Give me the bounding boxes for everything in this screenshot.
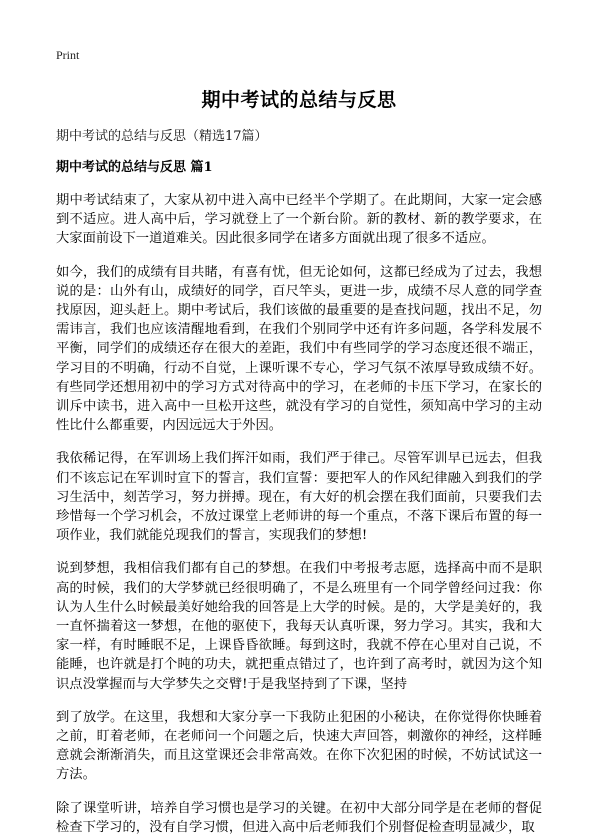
paragraph: 如今，我们的成绩有目共睹，有喜有忧，但无论如何，这都已经成为了过去，我想说的是：山外有山，成绩好的同学，百尺竿头，更进一步，成绩不尽人意的同学查找原因，迎头赶上。期中考试后，我们该做的最重要的是查找问题，找出不足，勿需讳言，我们也应该清醒地看到，在我们个别同学中还有许多问题，各学科发展不平衡，同学们的成绩还存在很大的差距，我们中有些同学的学习态度还很不端正，学习目的不明确，行动不自觉，上课听课不专心，学习气氛不浓厚导致成绩不好。有些同学还想用初中的学习方式对待高中的学习，在老师的卡压下学习，在家长的训斥中读书，进入高中一旦松开这些，就没有学习的自觉性，须知高中学习的主动性比什么都重要，内因远远大于外因。 (56, 264, 542, 434)
paragraph: 期中考试结束了，大家从初中进入高中已经半个学期了。在此期间，大家一定会感到不适应。进人高中后，学习就登上了一个新台阶。新的教材、新的教学要求，在大家面前设下一道道难关。因此很多同学在诸多方面就出现了很多不适应。 (56, 193, 542, 247)
print-label: Print (56, 48, 80, 62)
paragraph: 我依稀记得，在军训场上我们挥汗如雨，我们严于律己。尽管军训早已远去，但我们不该忘记在军训时宣下的誓言，我们宣誓：要把军人的作风纪律融入到我们的学习生活中，刻苦学习，努力拼搏。现在，有大好的机会摆在我们面前，只要我们去珍惜每一个学习机会，不放过课堂上老师讲的每一个重点，不落下课后布置的每一项作业，我们就能兑现我们的誓言，实现我们的梦想! (56, 451, 542, 544)
page-title: 期中考试的总结与反思 (201, 89, 397, 111)
paragraph: 除了课堂听讲，培养自学习惯也是学习的关键。在初中大部分同学是在老师的督促检查下学习的，没有自学习惯，但进入高中后老师我们个别督促检查明显减少，取 (56, 800, 542, 835)
paragraph: 说到梦想，我相信我们都有自己的梦想。在我们中考报考志愿，选择高中而不是职高的时候，我们的大学梦就已经很明确了，不是么班里有一个同学曾经问过我：你认为人生什么时候最美好她给我的回答是上大学的时候。是的，大学是美好的，我一直怀揣着这一梦想，在他的驱使下，我每天认真听课，努力学习。其实，我和大家一样，有时睡眠不足，上课昏昏欲睡。每到这时，我就不停在心里对自己说，不能睡，也许就是打个盹的功夫，就把重点错过了，也许到了高考时，就因为这个知识点没掌握而与大学梦失之交臂!于是我坚持到了下课，坚持 (56, 561, 542, 692)
paragraph: 到了放学。在这里，我想和大家分享一下我防止犯困的小秘诀，在你觉得你快睡着之前，盯着老师，在老师问一个问题之后，快速大声回答，刺激你的神经，这样睡意就会渐渐消失，而且这堂课还会非常高效。在你下次犯困的时候，不妨试试这一方法。 (56, 709, 542, 783)
document-subtitle: 期中考试的总结与反思（精选17篇） (56, 129, 268, 144)
section-heading: 期中考试的总结与反思 篇1 (56, 160, 213, 175)
